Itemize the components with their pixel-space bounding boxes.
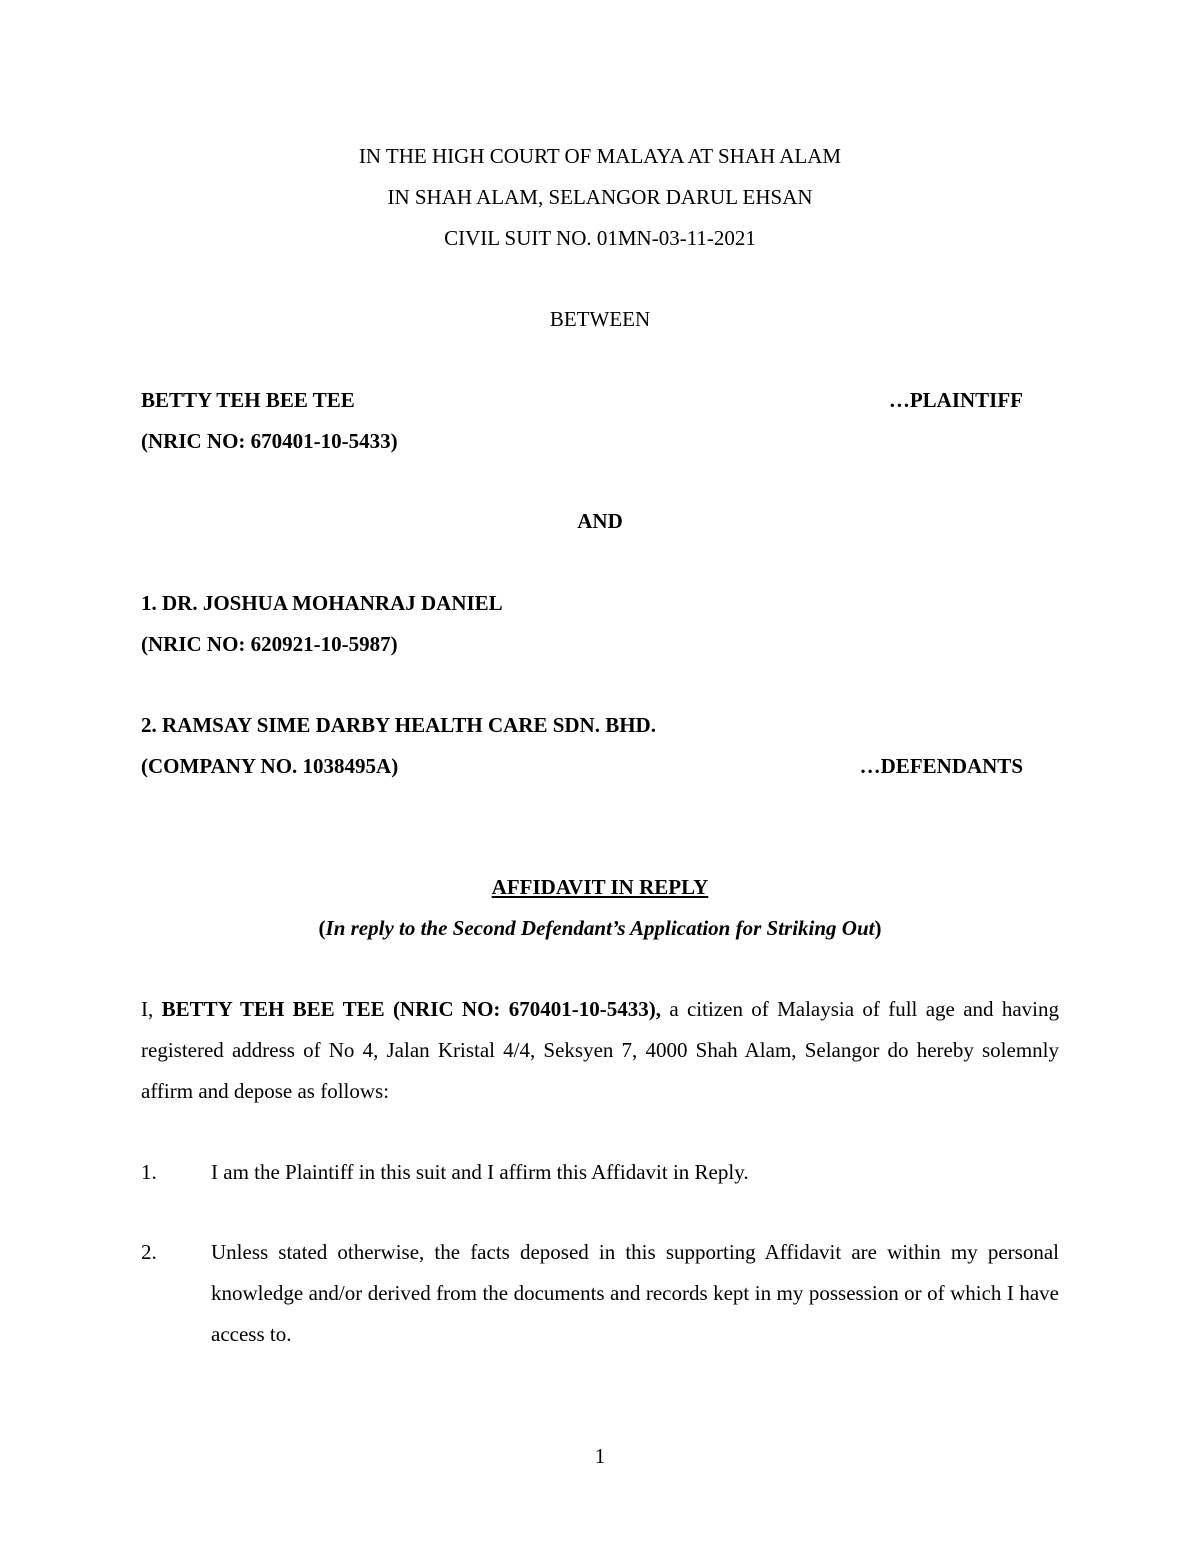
first-defendant-nric: (NRIC NO: 620921-10-5987) xyxy=(141,632,398,656)
first-defendant-name: 1. DR. JOSHUA MOHANRAJ DANIEL xyxy=(141,591,503,615)
paragraph-1-text: I am the Plaintiff in this suit and I affirm this Affidavit in Reply. xyxy=(211,1160,749,1184)
paragraph-2-number: 2. xyxy=(141,1240,157,1264)
subtitle-close-paren: ) xyxy=(874,916,882,940)
and-label: AND xyxy=(577,509,623,533)
subtitle-open-paren: ( xyxy=(318,916,326,940)
paragraph-2-text: Unless stated otherwise, the facts deposed in this supporting Affidavit are within my personal knowledge and/or derived from the documents and records kept in my possession or of which I have access to. xyxy=(211,1240,1059,1346)
plaintiff-role: …PLAINTIFF xyxy=(888,388,1023,412)
intro-prefix: I, xyxy=(141,997,162,1021)
deponent-identity: BETTY TEH BEE TEE (NRIC NO: 670401-10-5433), xyxy=(161,997,661,1021)
suit-number-heading: CIVIL SUIT NO. 01MN-03-11-2021 xyxy=(444,226,756,250)
court-name-heading: IN THE HIGH COURT OF MALAYA AT SHAH ALAM xyxy=(358,144,842,168)
affidavit-title: AFFIDAVIT IN REPLY xyxy=(491,875,709,899)
second-defendant-name: 2. RAMSAY SIME DARBY HEALTH CARE SDN. BHD. xyxy=(141,713,656,737)
plaintiff-name: BETTY TEH BEE TEE xyxy=(141,388,355,412)
affidavit-subtitle xyxy=(0,918,1200,939)
intro-text: a citizen of Malaysia of full age and having registered address of No 4, Jalan Kristal 4/4, Seksyen 7, 4000 Shah Alam, Selangor do hereby solemnly affirm and depose as follows: xyxy=(141,997,1059,1103)
between-label: BETWEEN xyxy=(549,307,651,331)
plaintiff-nric: (NRIC NO: 670401-10-5433) xyxy=(141,429,398,453)
second-defendant-company: (COMPANY NO. 1038495A) xyxy=(141,754,399,778)
subtitle-text: In reply to the Second Defendant’s Application for Striking Out xyxy=(325,916,875,940)
court-location-heading: IN SHAH ALAM, SELANGOR DARUL EHSAN xyxy=(387,185,813,209)
paragraph-1-number: 1. xyxy=(141,1160,157,1184)
intro-paragraph xyxy=(141,989,1059,1112)
page-number: 1 xyxy=(594,1444,606,1468)
defendants-role: …DEFENDANTS xyxy=(859,754,1023,778)
